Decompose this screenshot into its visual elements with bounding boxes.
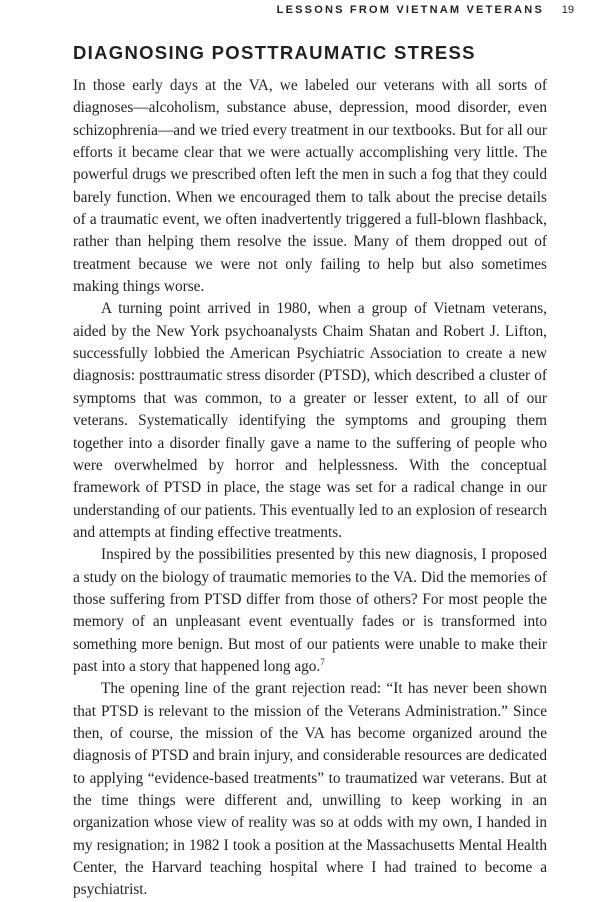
body-text bbox=[73, 75, 547, 902]
section-heading: DIAGNOSING POSTTRAUMATIC STRESS bbox=[73, 42, 476, 63]
page-number: 19 bbox=[561, 4, 574, 16]
paragraph-4: The opening line of the grant rejection read: “It has never been shown that PTSD is relevant to the mission of the Veterans Administration.” Since then, of course, the mission of the VA has become organized around the diagnosis of PTSD and brain injury, and considerable resources are dedicated to applying “evidence-based treatments” to traumatized war veterans. But at the time things were different and, unwilling to keep working in an organization whose view of reality was so at odds with my own, I handed in my resignation; in 1982 I took a position at the Massachusetts Mental Health Center, the Harvard teaching hospital where I had trained to become a psychiatrist. bbox=[73, 680, 547, 899]
endnote-ref[interactable]: 7 bbox=[320, 656, 325, 667]
paragraph-3 bbox=[73, 544, 547, 678]
paragraph-1: In those early days at the VA, we labeled our veterans with all sorts of diagnoses—alcoholism, substance abuse, depression, mood disorder, even schizophrenia—and we tried every treatment in our textbooks. But for all our efforts it became clear that we were actually accomplishing very little. The powerful drugs we prescribed often left the men in such a fog that they could barely function. When we encouraged them to talk about the precise details of a traumatic event, we often inadvertently triggered a full-blown flashback, rather than helping them resolve the issue. Many of them dropped out of treatment because we were not only failing to help but also sometimes making things worse. bbox=[73, 77, 547, 296]
paragraph-3-text: Inspired by the possibilities presented by this new diagnosis, I proposed a study on the biology of traumatic memories to the VA. Did the memories of those suffering from PTSD differ from those of others? For most people the memory of an unpleasant event eventually fades or is transformed into something more benign. But most of our patients were unable to make their past into a story that happened long ago. bbox=[73, 546, 547, 675]
paragraph-2: A turning point arrived in 1980, when a group of Vietnam veterans, aided by the New York psychoanalysts Chaim Shatan and Robert J. Lifton, successfully lobbied the American Psychiatric Association to create a new diagnosis: posttraumatic stress disorder (PTSD), which described a cluster of symptoms that was common, to a greater or lesser extent, to all of our veterans. Systematically identifying the symptoms and grouping them together into a disorder finally gave a name to the suffering of people who were overwhelmed by horror and helplessness. With the conceptual framework of PTSD in place, the stage was set for a radical change in our understanding of our patients. This eventually led to an explosion of research and attempts at finding effective treatments. bbox=[73, 300, 547, 541]
running-head: LESSONS FROM VIETNAM VETERANS bbox=[276, 4, 544, 16]
